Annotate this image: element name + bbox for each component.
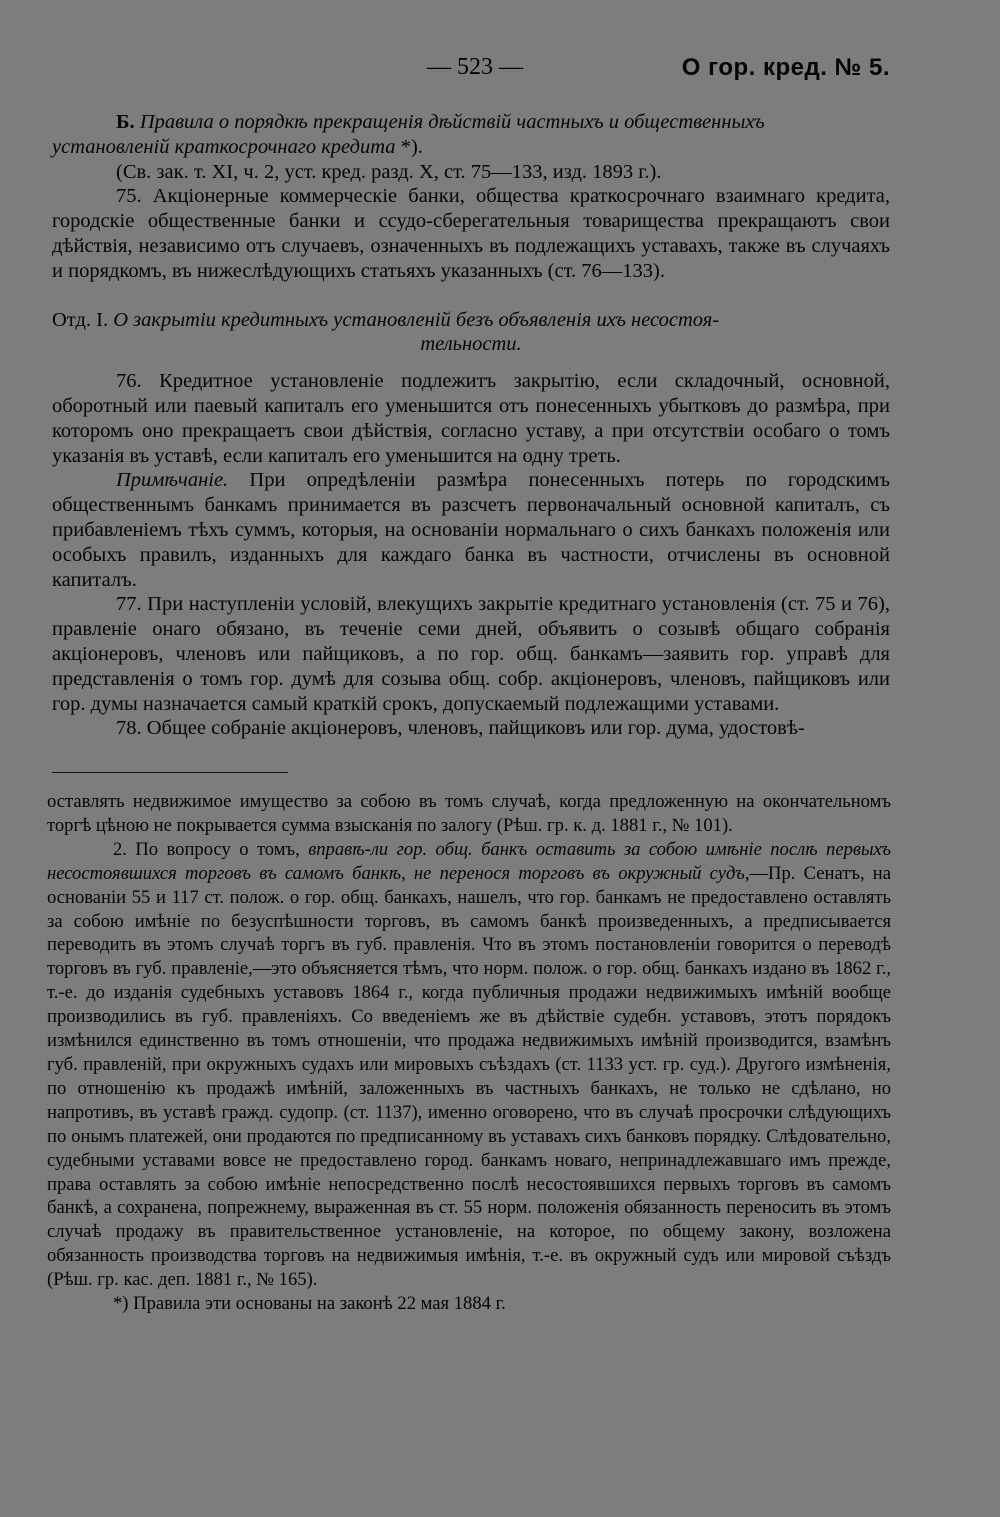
section-title-line2: установленій краткосрочнаго кредита [52, 135, 396, 158]
division-heading [52, 308, 890, 333]
article-76: 76. Кредитное установленіе подлежитъ закрытію, если складочный, основной, оборотный или паевый капиталъ его уменьшится отъ понесенныхъ убытковъ до размѣра, при которомъ оно прекращаетъ свои дѣйствія, согласно уставу, а при отсутствіи особаго о томъ указанія въ уставѣ, если капиталъ его уменьшится на одну треть. [52, 370, 890, 467]
article-77: 77. При наступленіи условій, влекущихъ закрытіе кредитнаго установленія (ст. 75 и 76), правленіе онаго обязано, въ теченіе семи дней, объявить о созывѣ общаго собранія акціонеровъ, членовъ или пайщиковъ, а по гор. общ. банкамъ—заявить гор. управѣ для представленія о томъ гор. думѣ для созыва общ. собр. акціонеровъ, членовъ, пайщиковъ или гор. думы назначается самый краткій срокъ, допускаемый подлежащими уставами. [52, 593, 890, 715]
footnote-2-start: 2. По вопросу о томъ, [113, 838, 309, 860]
page-header [0, 54, 1000, 88]
division-title-line2: тельности. [420, 333, 522, 356]
section-source: (Св. зак. т. XI, ч. 2, уст. кред. разд. X, ст. 75—133, изд. 1893 г.). [116, 160, 662, 183]
division-label: Отд. I. [52, 308, 109, 331]
footnote-2-rest: ,—Пр. Сенатъ, на основаніи 55 и 117 ст. полож. о гор. общ. банкахъ, нашелъ, что гор. банкамъ не предоставлено оставлять за собою имѣніе по безуспѣшности торговъ, въ самомъ банкѣ произведенныхъ, а предписывается переводить въ этомъ случаѣ торгъ въ губ. правленія. Что въ этомъ постановленіи говорится о переводѣ торговъ въ губ. правленіе,—это объясняется тѣмъ, что норм. полож. о гор. общ. банкахъ издано въ 1862 г., т.-е. до изданія судебныхъ уставовъ 1864 г., когда публичныя продажи недвижимыхъ имѣній вообще производились въ губ. правленіяхъ. Со введеніемъ же въ дѣйствіе судебн. уставовъ, этотъ порядокъ измѣнился единственно въ томъ отношеніи, что продажа недвижимыхъ имѣній производится, взамѣнъ губ. правленій, при окружныхъ судахъ или мировыхъ съѣздахъ (ст. 1133 уст. гр. суд.). Другого измѣненія, по отношенію къ продажѣ имѣній, заложенныхъ въ частныхъ банкахъ, не только не сдѣлано, но напротивъ, въ уставѣ гражд. судопр. (ст. 1137), именно оговорено, что въ случаѣ просрочки слѣдующихъ по онымъ платежей, они продаются по предписанному въ уставахъ сихъ банковъ порядку. Слѣдовательно, судебными уставами вовсе не предоставлено город. банкамъ новаго, непринадлежавшаго имъ прежде, права оставлять за собою имѣніе непосредственно послѣ несостоявшихся первыхъ торговъ въ самомъ банкѣ, а сохранена, попрежнему, выраженная въ ст. 55 норм. положенія обязанность переносить въ этомъ случаѣ продажу въ правительственное установленіе, на которое, по общему закону, возложена обязанность производства торговъ на недвижимыя имѣнія, т.-е. въ окружный судъ или мировой съѣздъ (Рѣш. гр. кас. деп. 1881 г., № 165). [47, 862, 892, 1291]
note-label: Примѣчаніе. [116, 469, 229, 492]
article-75: 75. Акціонерные коммерческіе банки, общества краткосрочнаго взаимнаго кредита, городскіе общественные банки и ссудо-сберегательныя товарищества прекращаютъ свои дѣйствія, независимо отъ случаевъ, означенныхъ въ подлежащихъ уставахъ, также въ случаяхъ и порядкомъ, въ нижеслѣдующихъ статьяхъ указанныхъ (ст. 76—133). [52, 185, 890, 282]
section-letter: Б. [116, 111, 135, 133]
footnote-star: *) Правила эти основаны на законѣ 22 мая 1884 г. [113, 1293, 506, 1315]
section-title-mark: *). [395, 135, 423, 158]
section-title-line1: Правила о порядкѣ прекращенія дѣйствій частныхъ и общественныхъ [139, 111, 765, 133]
note-text: При опредѣленіи размѣра понесенныхъ потерь по городскимъ общественнымъ банкамъ принимается въ разсчетъ первоначальный основной капиталъ, съ прибавленіемъ тѣхъ суммъ, которыя, на основаніи нормальнаго о сихъ банкахъ положенія или особыхъ правилъ, изданныхъ для каждаго банка въ частности, отчислены въ основной капиталъ. [52, 469, 890, 591]
footnote-divider [52, 772, 288, 773]
footnote-2-question: вправѣ-ли гор. общ. банкъ оставить за собою имѣніе послѣ первыхъ несостоявшихся торговъ въ самомъ банкѣ, не перенося торговъ въ окружный судъ [47, 838, 891, 884]
division-title-line1: О закрытіи кредитныхъ установленій безъ объявленія ихъ несостоя- [113, 308, 720, 331]
footnotes [47, 790, 891, 1316]
section-heading [52, 110, 890, 135]
footnote-continuation: оставлять недвижимое имущество за собою въ томъ случаѣ, когда предложенную на окончательномъ торгѣ цѣною не покрывается сумма взысканія по залогу (Рѣш. гр. к. д. 1881 г., № 101). [47, 791, 891, 836]
main-text [52, 110, 890, 741]
page-number: — 523 — [427, 54, 523, 80]
running-title: О гор. кред. № 5. [681, 54, 890, 81]
section-heading-cont [52, 135, 890, 160]
footnote-2 [47, 838, 891, 1292]
article-76-note [52, 468, 890, 592]
article-78: 78. Общее собраніе акціонеровъ, членовъ, пайщиковъ или гор. дума, удостовѣ- [116, 717, 805, 740]
